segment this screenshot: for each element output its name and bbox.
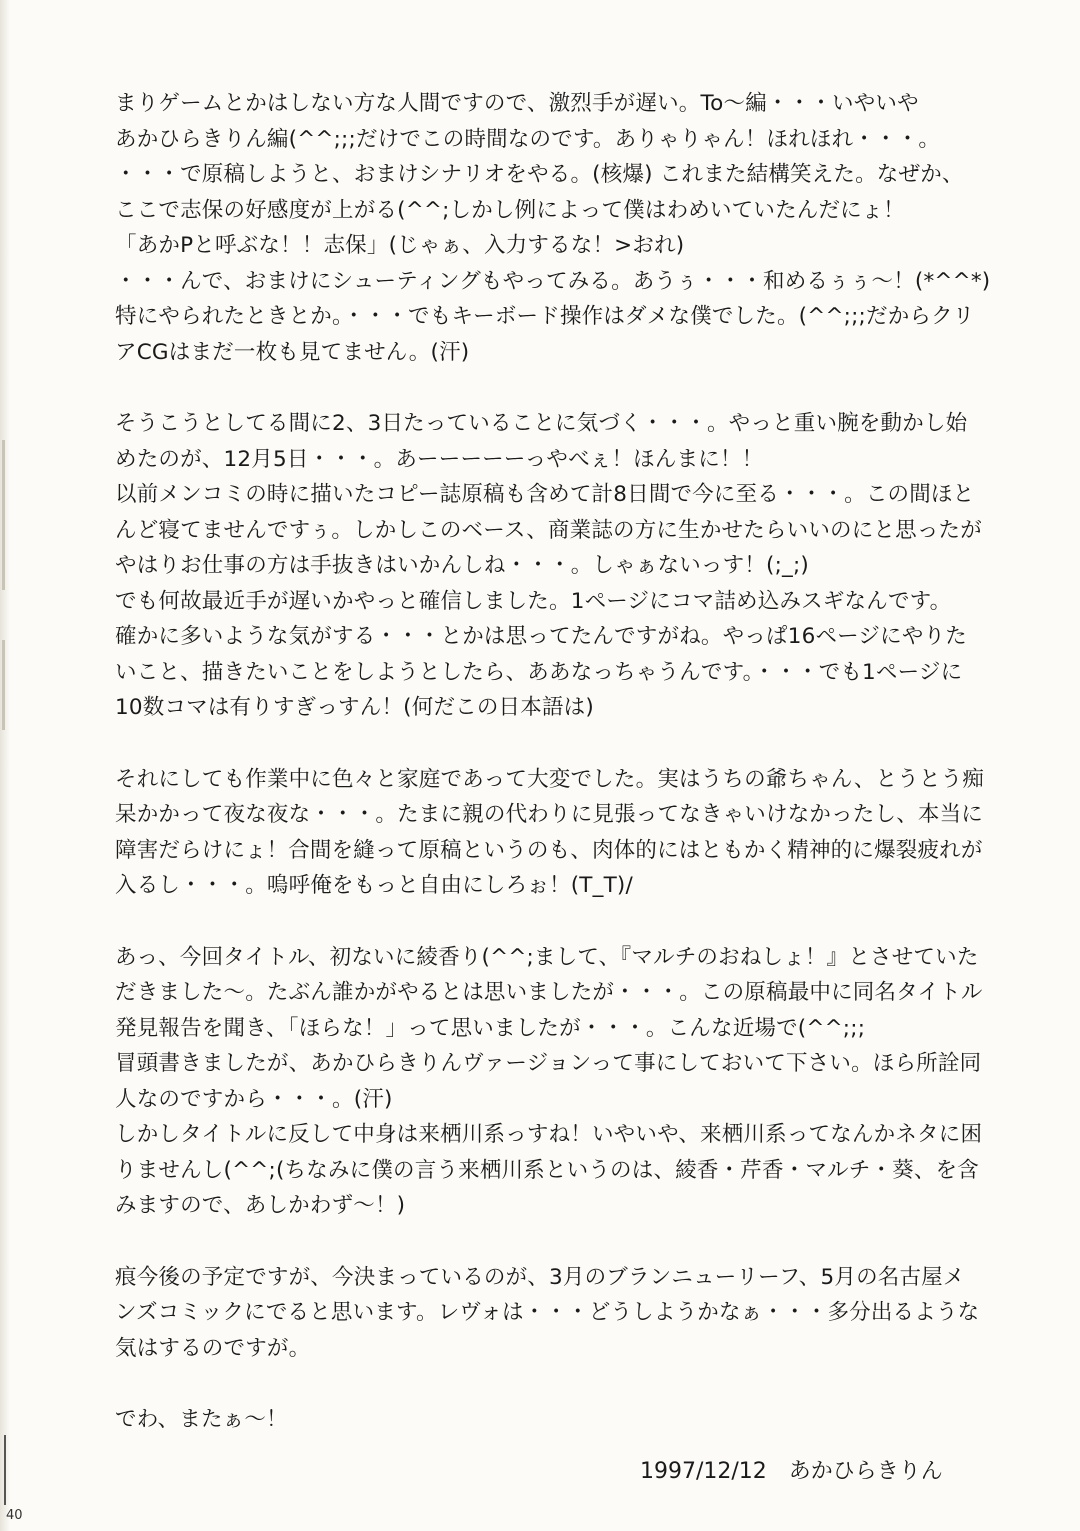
text-line: そうこうとしてる間に2、3日たっていることに気づく・・・。やっと重い腕を動かし始	[115, 411, 968, 436]
text-line: 10数コマは有りすぎっすん！(何だこの日本語は)	[115, 695, 594, 720]
text-line: りませんし(^^;(ちなみに僕の言う来栖川系というのは、綾香・芹香・マルチ・葵、を含	[115, 1157, 979, 1183]
text-line: アCGはまだ一枚も見てません。(汗)	[115, 339, 470, 365]
text-line: 気はするのですが。	[115, 1335, 311, 1361]
text-line: いこと、描きたいことをしようとしたら、ああなっちゃうんです。・・・でも1ページに	[115, 659, 963, 685]
text-line: ここで志保の好感度が上がる(^^;しかし例によって僕はわめいていたんだにょ！	[115, 197, 905, 223]
text-line: んど寝てませんですぅ。しかしこのベース、商業誌の方に生かせたらいいのにと思ったが	[115, 517, 982, 543]
text-line: それにしても作業中に色々と家庭であって大変でした。実はうちの爺ちゃん、とうとう痴	[115, 766, 985, 792]
text-line: 「あかPと呼ぶな！！志保」(じゃぁ、入力するな！>おれ)	[115, 233, 685, 258]
text-line: 人なのですから・・・。(汗)	[115, 1086, 393, 1112]
paragraph	[115, 406, 1015, 726]
body-text	[115, 86, 1015, 1474]
text-line: 冒頭書きましたが、あかひらきりんヴァージョンって事にしておいて下さい。ほら所詮同	[115, 1051, 982, 1076]
signature-date: 1997/12/12 あかひらきりん	[640, 1459, 943, 1484]
text-line: 呆かかって夜な夜な・・・。たまに親の代わりに見張ってなきゃいけなかったし、本当に	[115, 802, 984, 827]
paragraph	[115, 940, 1015, 1224]
paragraph	[115, 1260, 1015, 1367]
paragraph	[115, 86, 1015, 370]
text-line: ・・・で原稿しようと、おまけシナリオをやる。(核爆) これまた結構笑えた。なぜか、	[115, 162, 964, 187]
text-line: 入るし・・・。嗚呼俺をもっと自由にしろぉ！(T_T)/	[115, 873, 633, 898]
text-line: みますので、あしかわず～！)	[115, 1193, 406, 1218]
page-number: 40	[6, 1508, 23, 1523]
text-line: 障害だらけにょ！合間を縫って原稿というのも、肉体的にはともかく精神的に爆裂疲れが	[115, 837, 983, 863]
text-line: 痕今後の予定ですが、今決まっているのが、3月のブランニューリーフ、5月の名古屋メ	[115, 1264, 965, 1290]
text-line: めたのが、12月5日・・・。あーーーーーっやべぇ！ほんまに！！	[115, 446, 764, 472]
binding-mark	[2, 440, 5, 590]
binding-mark	[2, 640, 5, 730]
text-line: やはりお仕事の方は手抜きはいかんしね・・・。しゃぁないっす！(;_;)	[115, 553, 810, 578]
text-line: ンズコミックにでると思います。レヴォは・・・どうしようかなぁ・・・多分出るような	[115, 1300, 980, 1325]
paragraph	[115, 1402, 1015, 1438]
corner-mark	[4, 1435, 6, 1505]
paragraph	[115, 762, 1015, 904]
text-line: まりゲームとかはしない方な人間ですので、激烈手が遅い。To～編・・・いやいや	[115, 91, 919, 116]
text-line: 確かに多いような気がする・・・とかは思ってたんですがね。やっぱ16ページにやりた	[115, 624, 967, 649]
text-line: しかしタイトルに反して中身は来栖川系っすね！いやいや、来栖川系ってなんかネタに困	[115, 1122, 983, 1147]
text-line: だきました～。たぶん誰かがやるとは思いましたが・・・。この原稿最中に同名タイトル	[115, 980, 983, 1005]
text-line: 特にやられたときとか。・・・でもキーボード操作はダメな僕でした。(^^;;;だからクリ	[115, 304, 975, 329]
text-line: ・・・んで、おまけにシューティングもやってみる。あうぅ・・・和めるぅぅ～！(*^^*)	[115, 268, 991, 294]
binding-edge	[0, 0, 10, 1531]
text-line: でわ、またぁ～！	[115, 1407, 288, 1432]
text-line: でも何故最近手が遅いかやっと確信しました。1ページにコマ詰め込みスギなんです。	[115, 588, 952, 614]
text-line: あっ、今回タイトル、初ないに綾香り(^^;まして、『マルチのおねしょ！』とさせていた	[115, 944, 979, 970]
text-line: あかひらきりん編(^^;;;だけでこの時間なのです。ありゃりゃん！ほれほれ・・・。	[115, 126, 941, 152]
text-line: 発見報告を聞き、「ほらな！」って思いましたが・・・。こんな近場で(^^;;;	[115, 1015, 866, 1041]
text-line: 以前メンコミの時に描いたコピー誌原稿も含めて計8日間で今に至る・・・。この間ほと	[115, 482, 975, 507]
